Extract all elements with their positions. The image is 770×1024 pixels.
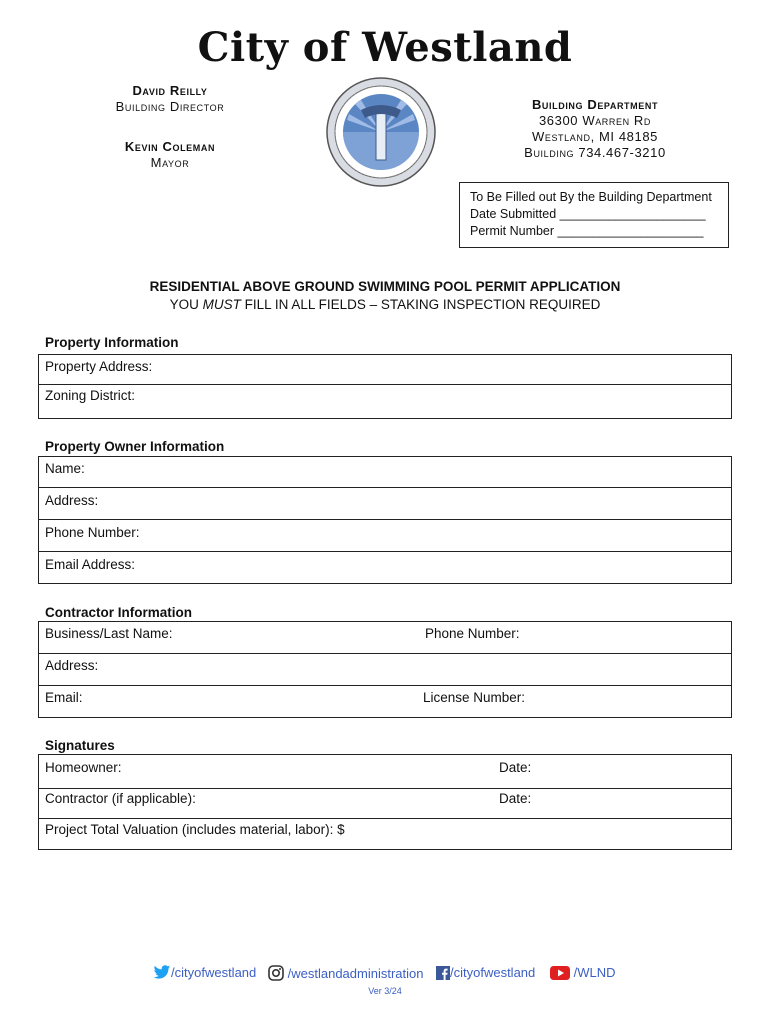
contractor-address-field[interactable] [39,654,731,686]
owner-heading: Property Owner Information [45,439,225,454]
city-title: City of Westland [197,24,573,71]
valuation-field[interactable] [39,819,731,849]
contractor-email-row[interactable] [39,686,731,717]
zoning-district-field[interactable] [39,385,731,418]
city-seal-icon [325,76,437,188]
contractor-business-label: Business/Last Name: [45,626,173,641]
property-address-label: Property Address: [45,359,153,374]
owner-box [38,456,732,584]
contractor-box [38,621,732,718]
department-name: Building Department [531,97,659,112]
version-label: Ver 3/24 [368,986,402,996]
permit-number-field[interactable]: Permit Number _____________________ [470,224,704,238]
instagram-link[interactable] [268,965,423,981]
form-subtitle: YOU MUST FILL IN ALL FIELDS – STAKING INSPECTION REQUIRED [169,297,601,312]
contractor-license-label: License Number: [423,690,526,705]
contractor-email-label: Email: [45,690,83,705]
office-use-box [459,182,729,248]
director-block [100,83,240,115]
signatures-box [38,754,732,850]
date-submitted-field[interactable]: Date Submitted _____________________ [470,207,706,221]
owner-phone-field[interactable] [39,520,731,552]
facebook-icon [436,965,450,980]
instagram-handle: /westlandadministration [287,966,424,981]
homeowner-label: Homeowner: [45,760,122,775]
contractor-address-label: Address: [45,658,99,673]
twitter-icon [153,965,171,980]
director-title: Building Director [115,99,225,114]
contractor-signature-label: Contractor (if applicable): [45,791,196,806]
director-name: David Reilly [132,83,208,98]
homeowner-signature-row[interactable] [39,755,731,789]
instagram-icon [268,966,284,981]
contractor-signature-row[interactable] [39,789,731,819]
property-address-field[interactable] [39,355,731,385]
contractor-phone-label: Phone Number: [425,626,520,641]
owner-phone-label: Phone Number: [45,525,140,540]
department-phone: Building 734.467-3210 [524,145,666,160]
twitter-link[interactable] [153,965,256,980]
office-use-heading: To Be Filled out By the Building Department [470,190,712,204]
owner-email-label: Email Address: [45,557,136,572]
youtube-handle: /WLND [573,965,616,980]
facebook-handle: /cityofwestland [450,965,536,980]
property-heading: Property Information [45,335,179,350]
contractor-heading: Contractor Information [45,605,192,620]
property-box [38,354,732,419]
signatures-heading: Signatures [45,738,115,753]
form-title: RESIDENTIAL ABOVE GROUND SWIMMING POOL PERMIT APPLICATION [149,279,621,294]
department-block [510,97,680,161]
owner-email-field[interactable] [39,552,731,583]
facebook-link[interactable] [436,965,535,980]
zoning-district-label: Zoning District: [45,388,136,403]
mayor-name: Kevin Coleman [124,139,216,154]
mayor-block [100,139,240,171]
mayor-title: Mayor [150,155,190,170]
homeowner-date-label: Date: [499,760,532,775]
owner-name-label: Name: [45,461,85,476]
contractor-business-row[interactable] [39,622,731,654]
twitter-handle: /cityofwestland [171,965,257,980]
contractor-date-label: Date: [499,791,532,806]
valuation-label: Project Total Valuation (includes material, labor): $ [45,822,345,837]
department-address-2: Westland, MI 48185 [531,129,658,144]
youtube-icon [550,965,570,980]
department-address-1: 36300 Warren Rd [538,113,652,128]
youtube-link[interactable] [550,965,616,980]
owner-name-field[interactable] [39,457,731,488]
owner-address-field[interactable] [39,488,731,520]
owner-address-label: Address: [45,493,99,508]
